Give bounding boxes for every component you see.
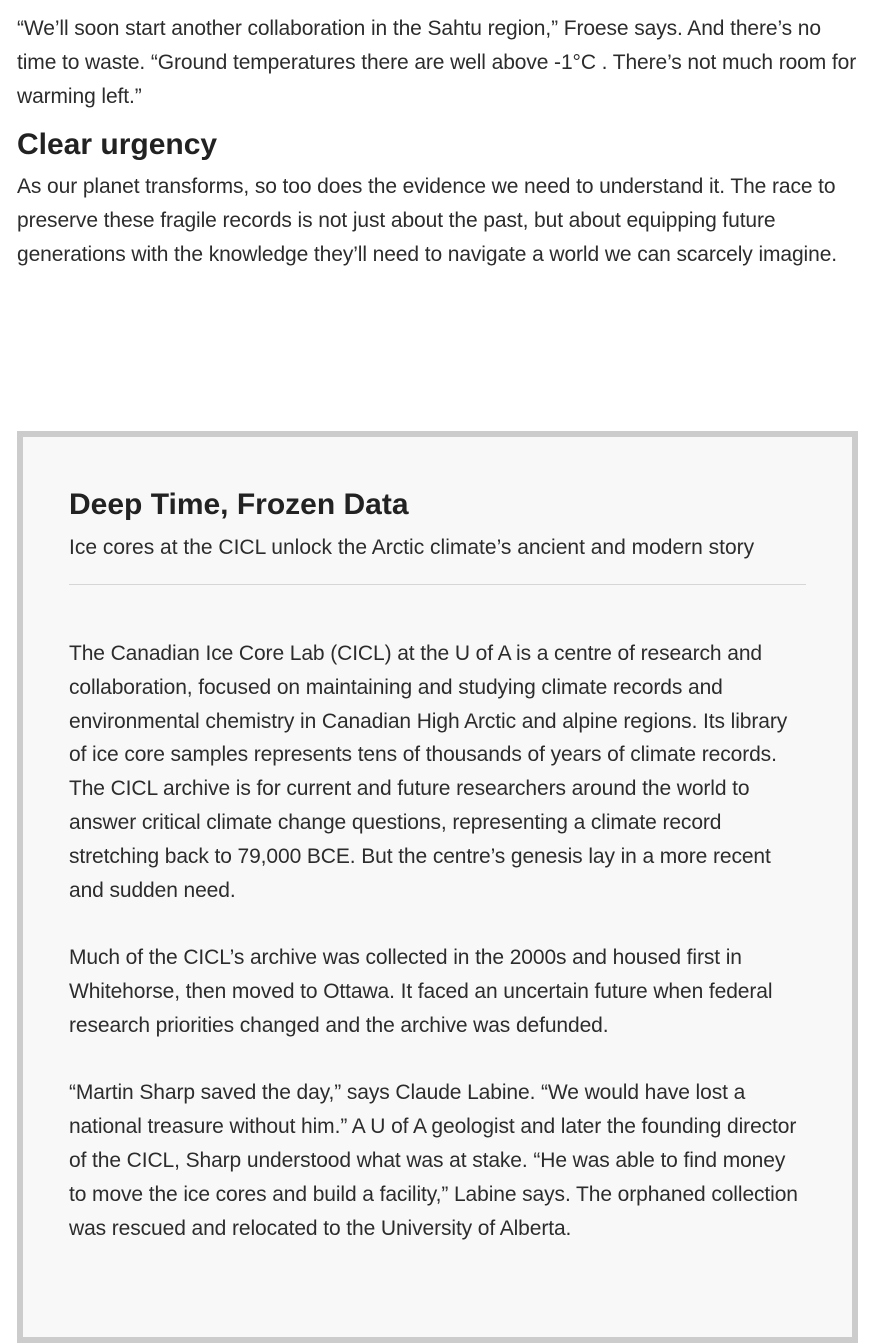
sidebar-paragraph-martin-sharp: “Martin Sharp saved the day,” says Claude Labine. “We would have lost a national treasure without him.” A U of A geologist and later the founding director of the CICL, Sharp understood what was at stake. “He was able to find money to move the ice cores and build a facility,” Labine says. The orphaned collection was rescued and relocated to the University of Alberta. xyxy=(69,1081,798,1240)
sidebar-subtitle: Ice cores at the CICL unlock the Arctic climate’s ancient and modern story xyxy=(69,536,755,559)
section-heading-clear-urgency: Clear urgency xyxy=(17,128,218,162)
article-paragraph-urgency: As our planet transforms, so too does the evidence we need to understand it. The race to preserve these fragile records is not just about the past, but about equipping future generations with the knowledge they’ll need to navigate a world we can scarcely imagine. xyxy=(17,175,838,266)
sidebar-body xyxy=(69,637,806,1245)
sidebar-paragraph-archive-history: Much of the CICL’s archive was collected in the 2000s and housed first in Whitehorse, then moved to Ottawa. It faced an uncertain future when federal research priorities changed and the archive was defunded. xyxy=(69,946,773,1037)
sidebar-paragraph-cicl-intro: The Canadian Ice Core Lab (CICL) at the U of A is a centre of research and collaboration, focused on maintaining and studying climate records and environmental chemistry in Canadian High Arctic and alpine regions. Its library of ice core samples represents tens of thousands of years of climate records. The CICL archive is for current and future researchers around the world to answer critical climate change questions, representing a climate record stretching back to 79,000 BCE. But the centre’s genesis lay in a more recent and sudden need. xyxy=(69,642,788,902)
article-paragraph-sahtu: “We’ll soon start another collaboration in the Sahtu region,” Froese says. And there’s no time to waste. “Ground temperatures there are well above -1°C . There’s not much room for warming left.” xyxy=(17,17,857,108)
sidebar-divider xyxy=(69,584,806,585)
sidebar-title: Deep Time, Frozen Data xyxy=(69,488,409,521)
article-body xyxy=(17,12,862,272)
sidebar-box xyxy=(17,431,858,1343)
sidebar-content xyxy=(69,483,806,1279)
